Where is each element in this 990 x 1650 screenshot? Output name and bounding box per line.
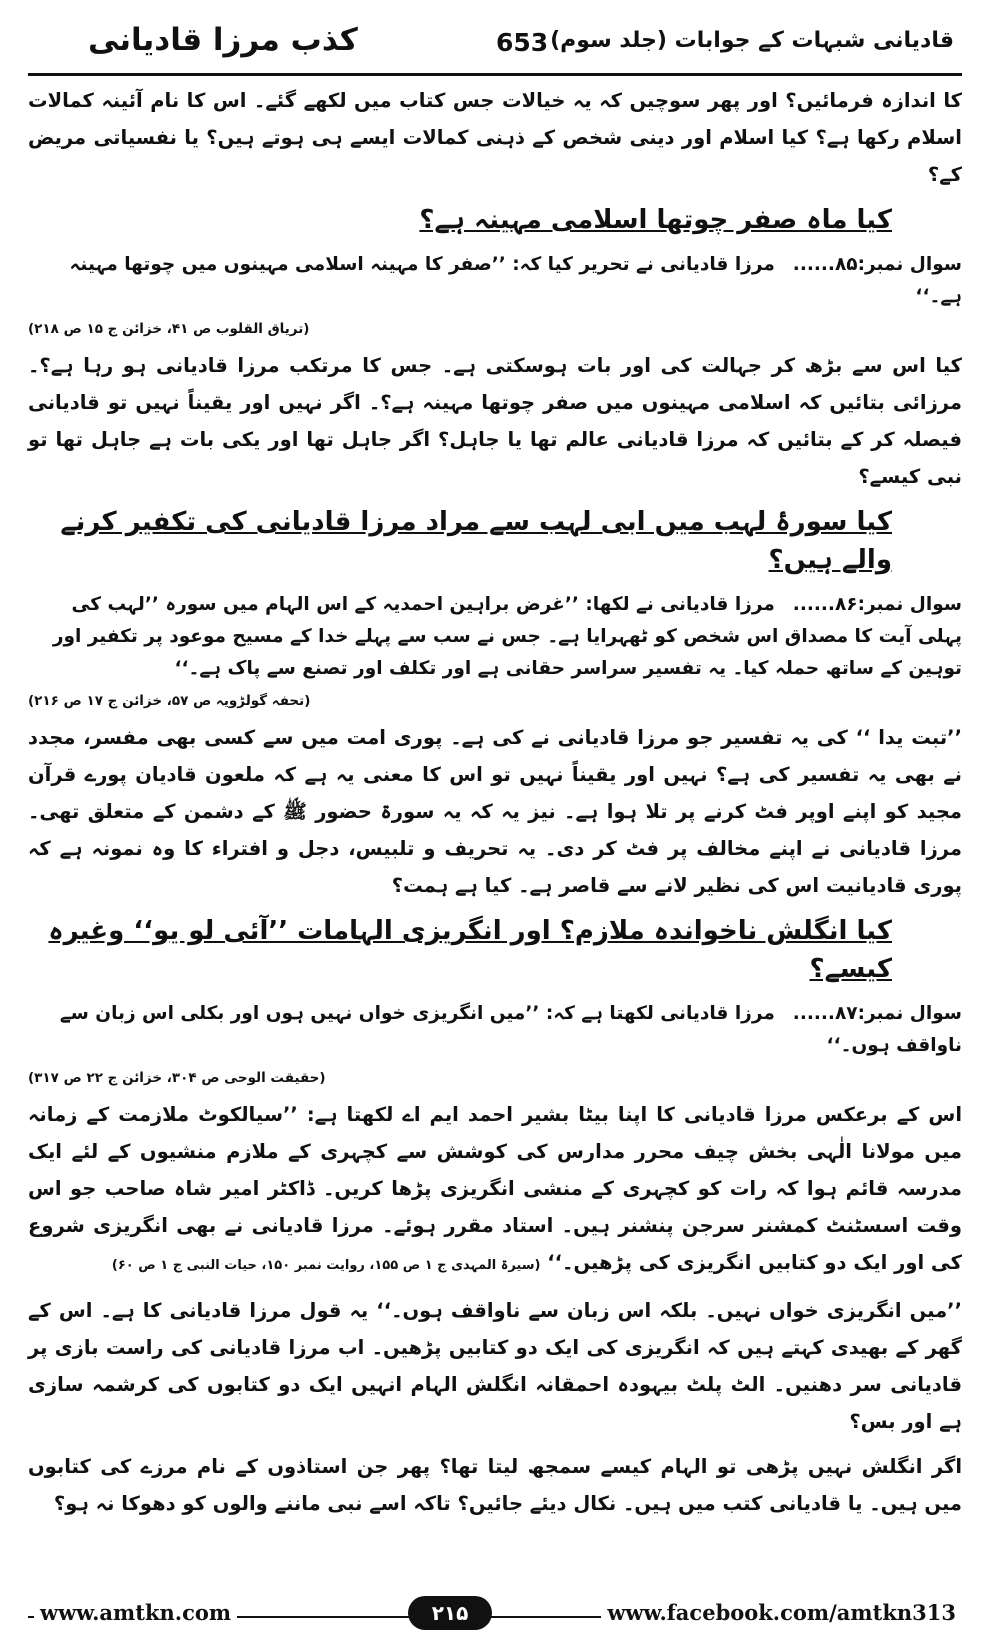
question-number: سوال نمبر:۸۵...... — [792, 254, 962, 275]
inline-reference: (سیرۃ المہدی ج ۱ ص ۱۵۵، روایت نمبر ۱۵۰، حیات النبی ج ۱ ص ۶۰) — [111, 1258, 541, 1273]
page-header — [28, 22, 962, 66]
question-line — [28, 589, 962, 685]
question-text: مرزا قادیانی لکھتا ہے کہ: ’’میں انگریزی خواں نہیں ہوں اور بکلی اس زبان سے ناواقف ہوں۔‘‘ — [59, 1003, 962, 1056]
paragraph-text: کیا اس سے بڑھ کر جہالت کی اور بات ہوسکتی ہے۔ جس کا مرتکب مرزا قادیانی ہو رہا ہے؟۔ مرزائی بتائیں کہ اسلامی مہینوں میں صفر چوتھا مہینہ ہے؟۔ اگر نہیں اور یقیناً نہیں تو قادیانی فیصلہ کر کے بتائیں کہ مرزا قادیانی عالم تھا یا جاہل؟ اگر جاہل تھا اور یکی بات ہے جاہل تھا تو نبی کیسے؟ — [28, 354, 962, 488]
section-heading: کیا سورۂ لہب میں ابی لہب سے مراد مرزا قادیانی کی تکفیر کرنے والے ہیں؟ — [60, 507, 892, 575]
section-heading: کیا انگلش ناخواندہ ملازم؟ اور انگریزی الہامات ’’آئی لو یو‘‘ وغیرہ کیسے؟ — [48, 916, 892, 984]
paragraph — [28, 719, 962, 904]
facebook-link[interactable]: www.facebook.com/amtkn313 — [601, 1600, 962, 1625]
paragraph — [28, 82, 962, 193]
section-heading: کیا ماہ صفر چوتھا اسلامی مہینہ ہے؟ — [419, 205, 892, 235]
question-number: سوال نمبر:۸۶...... — [792, 594, 962, 615]
reference-citation: (تحفہ گولڑویہ ص ۵۷، خزائن ج ۱۷ ص ۲۱۶) — [28, 693, 311, 709]
question-text: مرزا قادیانی نے لکھا: ’’غرض براہین احمدیہ کے اس الہام میں سورہ ’’لہب کی پہلی آیت کا مصداق اس شخص کو ٹھہرایا ہے۔ جس نے سب سے پہلے خدا کے مسیح موعود پر تکفیر اور توہین کے ساتھ حملہ کیا۔ یہ تفسیر سراسر حقانی ہے اور تکلف اور تصنع سے پاک ہے۔‘‘ — [52, 594, 962, 679]
paragraph — [28, 347, 962, 495]
reference-citation: (حقیقت الوحی ص ۳۰۴، خزائن ج ۲۲ ص ۳۱۷) — [28, 1070, 326, 1086]
question-line — [28, 249, 962, 313]
book-title: کذب مرزا قادیانی — [88, 22, 358, 58]
paragraph — [28, 1448, 962, 1522]
paragraph-text: ’’میں انگریزی خواں نہیں۔ بلکہ اس زبان سے ناواقف ہوں۔‘‘ یہ قول مرزا قادیانی کا ہے۔ اس کے گھر کے بھیدی کہتے ہیں کہ انگریزی کی ایک دو کتابیں پڑھیں۔ اب مرزا قادیانی کی راست بازی پر قادیانی سر دھنیں۔ الٹ پلٹ بیہودہ احمقانہ انگلش الہام انہیں ایک دو کتابوں کی کرشمہ سازی ہے اور بس؟ — [28, 1299, 962, 1433]
paragraph-text: اگر انگلش نہیں پڑھی تو الہام کیسے سمجھ لیتا تھا؟ پھر جن استاذوں کے نام مرزے کی کتابوں میں ہیں۔ یا قادیانی کتب میں ہیں۔ نکال دیئے جائیں؟ تاکہ اسے نبی ماننے والوں کو دھوکا نہ ہو؟ — [28, 1455, 962, 1515]
website-link[interactable]: www.amtkn.com — [34, 1600, 237, 1625]
series-title: قادیانی شبہات کے جوابات (جلد سوم) — [550, 28, 954, 53]
page-badge: ۲۱۵ — [408, 1596, 492, 1630]
paragraph — [28, 1292, 962, 1440]
question-text: مرزا قادیانی نے تحریر کیا کہ: ’’صفر کا مہینہ اسلامی مہینوں میں چوتھا مہینہ ہے۔‘‘ — [69, 254, 962, 307]
page-footer — [28, 1600, 962, 1634]
page-body — [28, 82, 962, 1530]
paragraph — [28, 1096, 962, 1284]
paragraph-text: کا اندازہ فرمائیں؟ اور پھر سوچیں کہ یہ خیالات جس کتاب میں لکھے گئے۔ اس کا نام آئینہ کمالات اسلام رکھا ہے؟ کیا اسلام اور دینی شخص کے ذہنی کمالات ایسے ہی ہوتے ہیں؟ یا نفسیاتی مریض کے؟ — [28, 89, 962, 186]
reference-citation: (تریاق القلوب ص ۴۱، خزائن ج ۱۵ ص ۲۱۸) — [28, 321, 310, 337]
paragraph-text: اس کے برعکس مرزا قادیانی کا اپنا بیٹا بشیر احمد ایم اے لکھتا ہے: ’’سیالکوٹ ملازمت کے زمانہ میں مولانا الٰہی بخش چیف محرر مدارس کی کوشش سے کچہری کے ملازم منشیوں کے لئے ایک مدرسہ قائم ہوا کہ رات کو کچہری کے منشی انگریزی پڑھا کریں۔ ڈاکٹر امیر شاہ صاحب جو اس وقت اسسٹنٹ کمشنر سرجن پنشنر ہیں۔ استاد مقرر ہوئے۔ مرزا قادیانی نے بھی انگریزی شروع کی اور ایک دو کتابیں انگریزی کی پڑھیں۔‘‘ — [28, 1103, 962, 1274]
question-line — [28, 998, 962, 1062]
page-number: 653 — [496, 28, 549, 57]
question-number: سوال نمبر:۸۷...... — [792, 1003, 962, 1024]
paragraph-text: ’’تبت یدا ‘‘ کی یہ تفسیر جو مرزا قادیانی نے کی ہے۔ پوری امت میں سے کسی بھی مفسر، مجدد نے بھی یہ تفسیر کی ہے؟ نہیں اور یقیناً نہیں تو اس کا معنی یہ ہے کہ ملعون قادیان پورے قرآن مجید کو اپنے اوپر فٹ کرنے پر تلا ہوا ہے۔ نیز یہ کہ یہ سورۃ حضور ﷺ کے دشمن کے متعلق تھی۔ مرزا قادیانی نے اپنے مخالف پر فٹ کر دی۔ یہ تحریف و تلبیس، دجل و افتراء کا وہ نمونہ ہے کہ پوری قادیانیت اس کی نظیر لانے سے قاصر ہے۔ کیا ہے ہمت؟ — [28, 726, 962, 897]
header-divider — [28, 73, 962, 76]
